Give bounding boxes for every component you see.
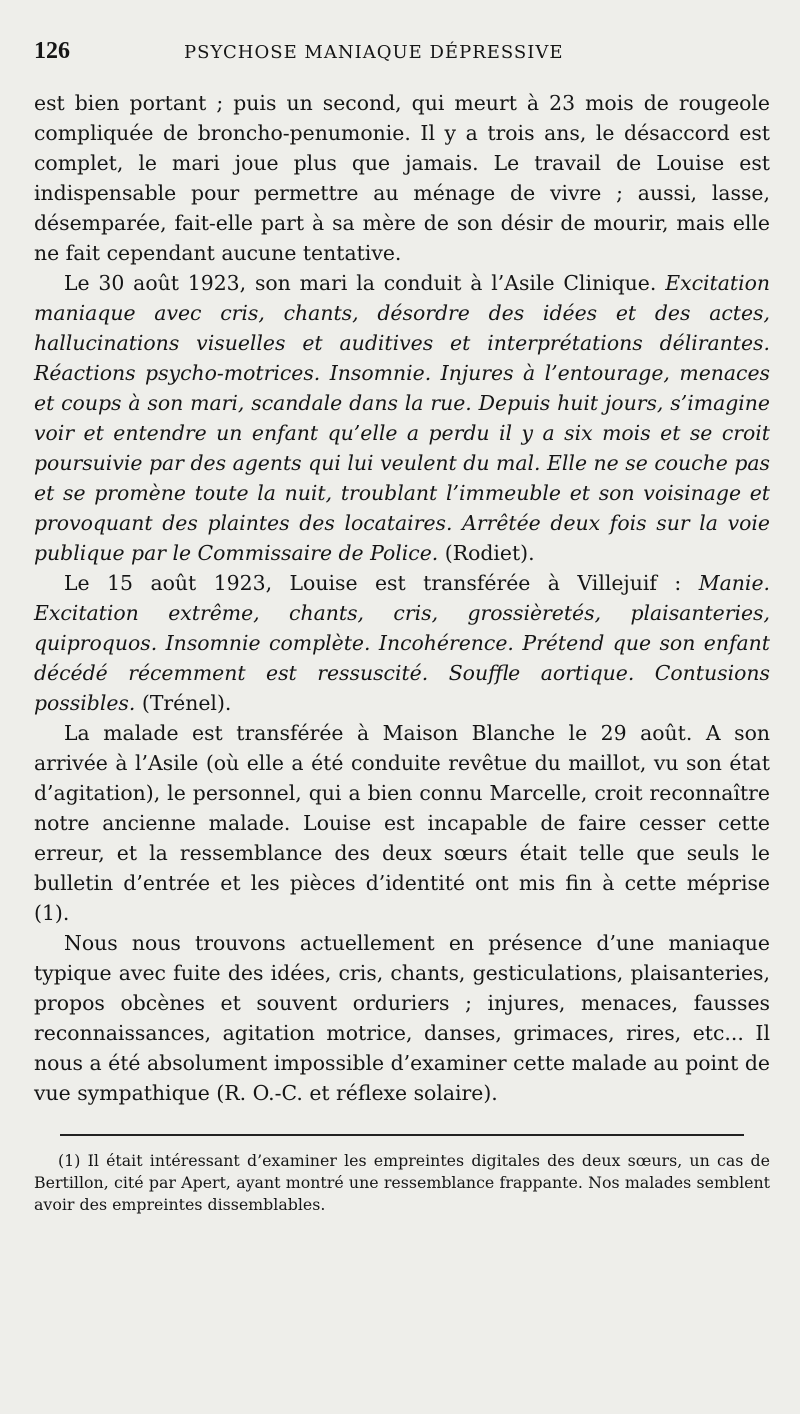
footnote bbox=[34, 1150, 770, 1216]
footnote-divider bbox=[60, 1134, 744, 1136]
paragraph-5: Nous nous trouvons actuellement en présence d’une maniaque typique avec fuite des idées, cris, chants, gesticulations, plaisanteries, propos obcènes et souvent orduriers ; injures, menaces, fausses reconnaissances, agitation motrice, danses, grimaces, rires, etc... Il nous a été absolument impossible d’examiner cette malade au point de vue sympathique (R. O.-C. et réflexe solaire). bbox=[34, 931, 770, 1105]
page-number: 126 bbox=[34, 38, 70, 64]
running-title: PSYCHOSE MANIAQUE DÉPRESSIVE bbox=[184, 42, 564, 63]
footnote-text: (1) Il était intéressant d’examiner les empreintes digitales des deux sœurs, un cas de Bertillon, cité par Apert, ayant montré une ressemblance frappante. Nos malades semblent avoir des empreintes dissemblables. bbox=[34, 1151, 770, 1214]
paragraph-2-source: (Rodiet). bbox=[444, 541, 535, 565]
paragraph-2-lead: Le 30 août 1923, son mari la conduit à l’Asile Clinique. bbox=[64, 271, 657, 295]
page-header bbox=[34, 38, 770, 88]
paragraph-3 bbox=[34, 568, 770, 718]
paragraph-1: est bien portant ; puis un second, qui meurt à 23 mois de rougeole compliquée de broncho-penumonie. Il y a trois ans, le désaccord est complet, le mari joue plus que jamais. Le travail de Louise est indispensable pour permettre au ménage de vivre ; aussi, lasse, désemparée, fait-elle part à sa mère de son désir de mourir, mais elle ne fait cependant aucune tentative. bbox=[34, 91, 770, 265]
paragraph-2 bbox=[34, 268, 770, 568]
paragraph-3-italic: Manie. Excitation extrême, chants, cris, grossièretés, plaisanteries, quiproquos. Insomnie complète. Incohérence. Prétend que son enfant décédé récemment est ressuscité. Souffle aortique. Contusions possibles. bbox=[34, 571, 770, 715]
body-text bbox=[34, 88, 770, 1108]
paragraph-3-lead: Le 15 août 1923, Louise est transférée à Villejuif : bbox=[64, 571, 682, 595]
paragraph-4: La malade est transférée à Maison Blanche le 29 août. A son arrivée à l’Asile (où elle a été conduite revêtue du maillot, vu son état d’agitation), le personnel, qui a bien connu Marcelle, croit reconnaître notre ancienne malade. Louise est incapable de faire cesser cette erreur, et la ressemblance des deux sœurs était telle que seuls le bulletin d’entrée et les pièces d’identité ont mis fin à cette méprise (1). bbox=[34, 721, 770, 925]
paragraph-3-source: (Trénel). bbox=[141, 691, 232, 715]
paragraph-2-italic: Excitation maniaque avec cris, chants, désordre des idées et des actes, hallucinations visuelles et auditives et interprétations délirantes. Réactions psycho-motrices. Insomnie. Injures à l’entourage, menaces et coups à son mari, scandale dans la rue. Depuis huit jours, s’imagine voir et entendre un enfant qu’elle a perdu il y a six mois et se croit poursuivie par des agents qui lui veulent du mal. Elle ne se couche pas et se promène toute la nuit, troublant l’immeuble et son voisinage et provoquant des plaintes des locataires. Arrêtée deux fois sur la voie publique par le Commissaire de Police. bbox=[34, 271, 771, 565]
